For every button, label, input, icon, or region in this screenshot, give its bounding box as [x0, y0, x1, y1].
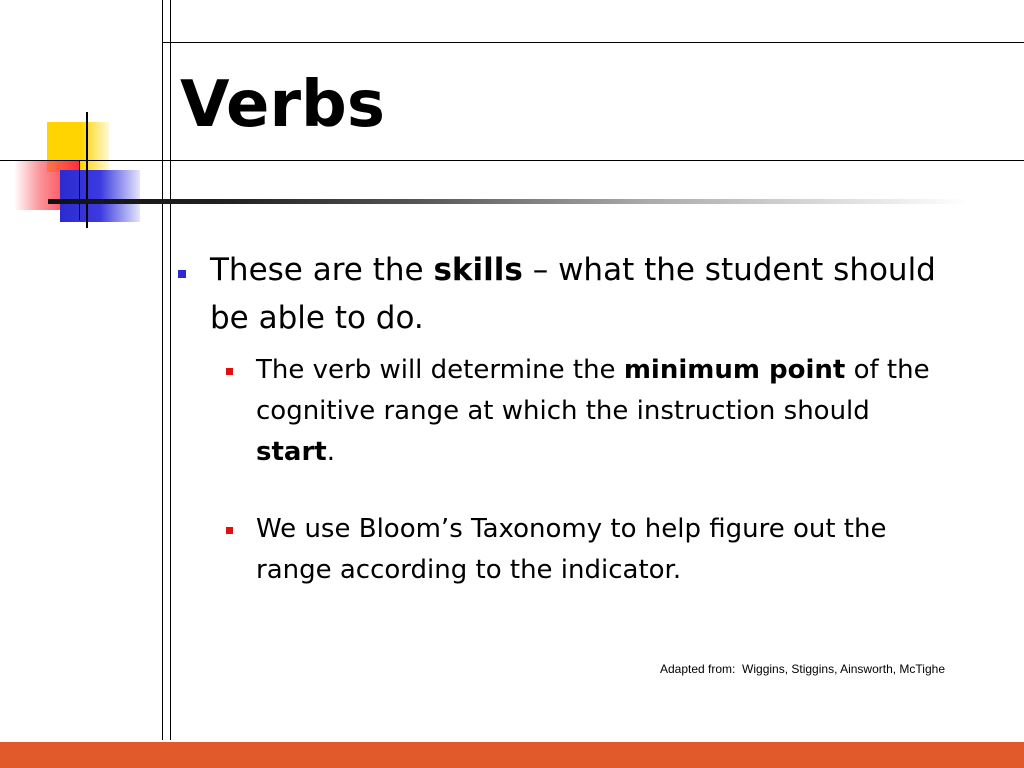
frame-vertical-line-right [170, 0, 171, 740]
gradient-divider-line [48, 199, 968, 204]
red-square-bullet-icon [226, 368, 233, 375]
main-bullet [172, 246, 972, 342]
source-credit: Adapted from: Wiggins, Stiggins, Ainsworth, McTighe [659, 662, 945, 676]
slide-title: Verbs [180, 68, 385, 142]
main-bullet-text-after: – what the student should be able to do. [210, 252, 936, 336]
sub-bullet-bold-1: minimum point [623, 355, 846, 385]
sub-bullet-list [172, 350, 956, 591]
main-bullet-text-before: These are the [210, 252, 434, 288]
sub-bullet-verb [256, 350, 956, 473]
sub-bullet-bloom [256, 509, 956, 591]
logo-blue-block [60, 170, 140, 222]
sub-bullet-text-3: . [326, 437, 335, 467]
red-square-bullet-icon [226, 527, 233, 534]
frame-title-underline [0, 160, 1024, 161]
sub-bullet-text-2: of the cognitive range at which the instruction should [256, 355, 930, 426]
sub-bullet-bold-2: start [256, 437, 327, 467]
logo-vertical-line [86, 112, 88, 228]
blue-square-bullet-icon [178, 270, 186, 278]
frame-vertical-line-left [162, 0, 163, 740]
logo-vertical-line-thin [79, 160, 80, 220]
sub-bullet-text-1: The verb will determine the [256, 355, 624, 385]
sub-bullet-bloom-text: We use Bloom’s Taxonomy to help figure out the range according to the indicator. [256, 514, 887, 585]
footer-bar [0, 742, 1024, 768]
slide-body [172, 246, 972, 627]
frame-top-line [162, 42, 1024, 43]
main-bullet-bold: skills [433, 252, 523, 288]
